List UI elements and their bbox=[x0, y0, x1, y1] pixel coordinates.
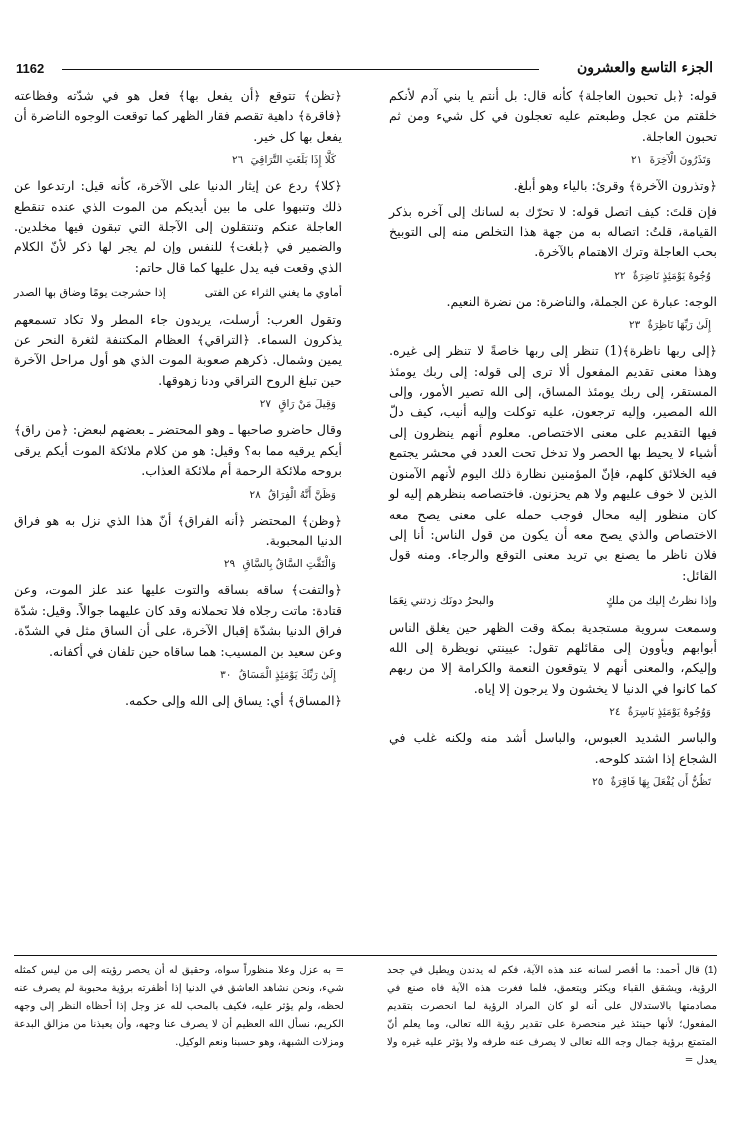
paragraph: وقال حاضرو صاحبها ـ وهو المحتضر ـ بعضهم لبعض: ﴿من راق﴾ أيكم يرقيه مما به؟ وقيل: هو من كلام ملائكة الموت أيكم يرقى بروحه ملائكة الرحمة أم ملائكة العذاب. bbox=[14, 422, 342, 479]
verse-number: ٢١ bbox=[630, 154, 643, 167]
verse-number: ٣٠ bbox=[220, 668, 232, 681]
part-title: الجزء التاسع والعشرون bbox=[576, 60, 713, 76]
paragraph: قوله: ﴿بل تحبون العاجلة﴾ كأنه قال: بل أنتم يا بني آدم لأنكم خلقتم من عجل وطبعتم عليه تعجلون في كل شيء ومن ثم تحبون العاجلة. bbox=[389, 88, 717, 144]
quran-verse: إِلَىٰ رَبِّهَا نَاظِرَةٌ ٢٣ bbox=[629, 319, 711, 332]
right-column bbox=[389, 86, 717, 798]
poem-line: أماوي ما يغني الثراء عن الفتى إذا حشرجت يومًا وضاق بها الصدر bbox=[14, 286, 342, 300]
quran-verse: وَظَنَّ أَنَّهُ الْفِرَاقُ ٢٨ bbox=[249, 488, 336, 501]
quran-verse: كَلَّا إِذَا بَلَغَتِ التَّرَاقِيَ ٢٦ bbox=[232, 154, 336, 167]
quran-verse: وُجُوهٌ يَوْمَئِذٍ نَاضِرَةٌ ٢٢ bbox=[614, 269, 711, 282]
left-column bbox=[14, 86, 342, 716]
page-number: 1162 bbox=[16, 61, 45, 76]
quran-verse: وَوُجُوهٌ يَوْمَئِذٍ بَاسِرَةٌ ٢٤ bbox=[609, 706, 711, 719]
footnote-number: (1) bbox=[704, 965, 717, 976]
paragraph: ﴿وظن﴾ المحتضر ﴿أنه الفراق﴾ أنّ هذا الذي نزل به هو فراق الدنيا المحبوبة. bbox=[14, 512, 342, 548]
paragraph: ﴿المساق﴾ أي: يساق إلى الله وإلى حكمه. bbox=[125, 692, 342, 708]
paragraph: وسمعت سروية مستجدية بمكة وقت الظهر حين يغلق الناس أبوابهم ويأوون إلى مقائلهم تقول: عيينتي نويظرة إلى الله وإليكم، والمعنى أنهم لا يتوقعون النعمة والكرامة إلا من ربهم كما كانوا في الدنيا لا يخشون ولا يرجون إلا إياه. bbox=[389, 619, 717, 696]
footnote-right bbox=[387, 962, 717, 1070]
quran-verse: إِلَىٰ رَبِّكَ يَوْمَئِذٍ الْمَسَاقُ ٣٠ bbox=[220, 668, 336, 681]
verse-number: ٢٧ bbox=[259, 398, 272, 411]
verse-number: ٢٨ bbox=[249, 488, 261, 501]
paragraph: الوجه: عبارة عن الجملة، والناضرة: من نضرة النعيم. bbox=[446, 293, 717, 309]
footnote-left bbox=[14, 962, 344, 1052]
header-rule bbox=[62, 69, 539, 70]
paragraph: ﴿إلى ربها ناظرة﴾(1) تنظر إلى ربها خاصةً لا تنظر إلى غيره. وهذا معنى تقديم المفعول ألا ترى إلى قوله: إلى ربك يومئذ المستقر، إلى ربك يومئذ المساق، إلى الله تصير الأمور، وإلى الله المصير، وإليه ترجعون، عليه توكلت وإليه أنيب، كيف دلّ فيها التقديم على معنى الاختصاص. معلوم أنهم ينظرون إلى أشياء لا يحيط بها الحصر ولا تدخل تحت العدد في محشر يجتمع فيه الخلائق كلهم، فإنّ المؤمنين نظارة ذلك اليوم لأنهم الآمنون الذين لا خوف عليهم ولا هم يحزنون. فاختصاصه بنظرهم إليه لو كان منظور إليه محال فوجب حمله على معنى يصح معه الاختصاص والذي يصح معه أن يكون من قول الناس: أنا إلى فلان ناظر ما يصنع بي تريد معنى التوقع والرجاء. ومنه قول القائل: bbox=[389, 343, 717, 583]
verse-number: ٢٥ bbox=[592, 775, 604, 788]
running-header bbox=[14, 58, 717, 80]
paragraph: ﴿والتفت﴾ ساقه بساقه والتوت عليها عند علز الموت، وعن قتادة: ماتت رجلاه فلا تحملانه وقد كان عليهما جوالاً. وقيل: شدّة فراق الدنيا بشدّة إقبال الآخرة، على أن الساق مثل في الشدّة. وعن سعيد بن المسيب: هما ساقاه حين تلفان في أكفانه. bbox=[14, 582, 342, 659]
verse-number: ٢٤ bbox=[609, 706, 621, 719]
verse-number: ٢٦ bbox=[232, 154, 244, 167]
paragraph: ﴿وتذرون الآخرة﴾ وقرئ: بالياء وهو أبلغ. bbox=[513, 178, 717, 194]
footnote-text: = به عزل وعلا منظوراً سواه، وحقيق له أن يحصر رؤيته إلى من ليس كمثله شيء، ونحن نشاهد العاشق في الدنيا إذا أظفرته برؤية محبوبة لم يصرف عنه لحظه، ولم يؤثر عليه، فكيف بالمحب لله عز وجل إذا أحظاه النظر إلى وجهه الكريم، نسأل الله العظيم أن لا يصرف عنا وجهه، وأن يعيذنا من مزالق البدعة ومزلات الشبهة، وهو حسبنا ونعم الوكيل. bbox=[14, 965, 344, 1048]
footnote-rule bbox=[14, 955, 717, 956]
verse-number: ٢٢ bbox=[614, 269, 626, 282]
paragraph: وتقول العرب: أرسلت، يريدون جاء المطر ولا تكاد تسمعهم يذكرون السماء. ﴿التراقي﴾ العظام المكتنفة لثغرة النحر عن يمين وشمال. ذكرهم صعوبة الموت الذي هو أول مراحل الآخرة حين تبلغ الروح التراقي ودنا زهوقها. bbox=[14, 311, 342, 388]
verse-number: ٢٣ bbox=[629, 319, 641, 332]
quran-verse: وَالْتَفَّتِ السَّاقُ بِالسَّاقِ ٢٩ bbox=[223, 558, 336, 571]
paragraph: ﴿تظن﴾ تتوقع ﴿أن يفعل بها﴾ فعل هو في شدّته وفظاعته ﴿فاقرة﴾ داهية تقصم فقار الظهر كما توقعت الوجوه الناضرة أن يفعل بها كل خير. bbox=[14, 88, 342, 144]
quran-verse: تَظُنُّ أَن يُفْعَلَ بِهَا فَاقِرَةٌ ٢٥ bbox=[592, 775, 711, 788]
quran-verse: وَقِيلَ مَنْ رَاقٍ ٢٧ bbox=[259, 398, 336, 411]
paragraph: والباسر الشديد العبوس، والباسل أشد منه ولكنه غلب في الشجاع إذا اشتد كلوحه. bbox=[389, 730, 717, 766]
footnote-text: قال أحمد: ما أقصر لسانه عند هذه الآية، فكم له يدندن ويطيل في جحد الرؤية، ويشقق القباء ويكثر ويتعمق، فلما فغرت هذه الآية فاه صنع في مصادمتها بالاستدلال على أنه لو كان المراد الرؤية لما انحصرت بتقديم المفعول؛ لأنها حينئذ غير منحصرة على تقدير رؤية الله تعالى، وما يعلم أنّ المتمتع برؤية جمال وجه الله تعالى لا يصرف عنه طرفه ولا يؤثر عليه غيره ولا يعدل = bbox=[387, 965, 717, 1066]
paragraph: ﴿كلا﴾ ردع عن إيثار الدنيا على الآخرة، كأنه قيل: ارتدعوا عن ذلك وتنبهوا على ما بين أيديكم من الموت الذي عنده تنقطع العاجلة عنكم وتنتقلون إلى الآجلة التي تبقون فيها مخلدين. والضمير في ﴿بلغت﴾ للنفس وإن لم يجر لها ذكر لأنّ الكلام الذي وقعت فيه يدل عليها كما قال حاتم: bbox=[14, 178, 342, 275]
poem-line: وإذا نظرتُ إليك من ملكٍ والبحرُ دونَك زدتني نِعَمَا bbox=[389, 594, 717, 608]
paragraph: فإن قلتَ: كيف اتصل قوله: لا تحرّك به لسانك إلى آخره بذكر القيامة، قلتُ: اتصاله به من جهة هذا التخلص منه إلى التوبيخ بحب العاجلة وترك الاهتمام بالآخرة. bbox=[389, 203, 717, 260]
verse-number: ٢٩ bbox=[223, 558, 236, 571]
quran-verse: وَتَذَرُونَ الْآخِرَةَ ٢١ bbox=[630, 154, 711, 167]
